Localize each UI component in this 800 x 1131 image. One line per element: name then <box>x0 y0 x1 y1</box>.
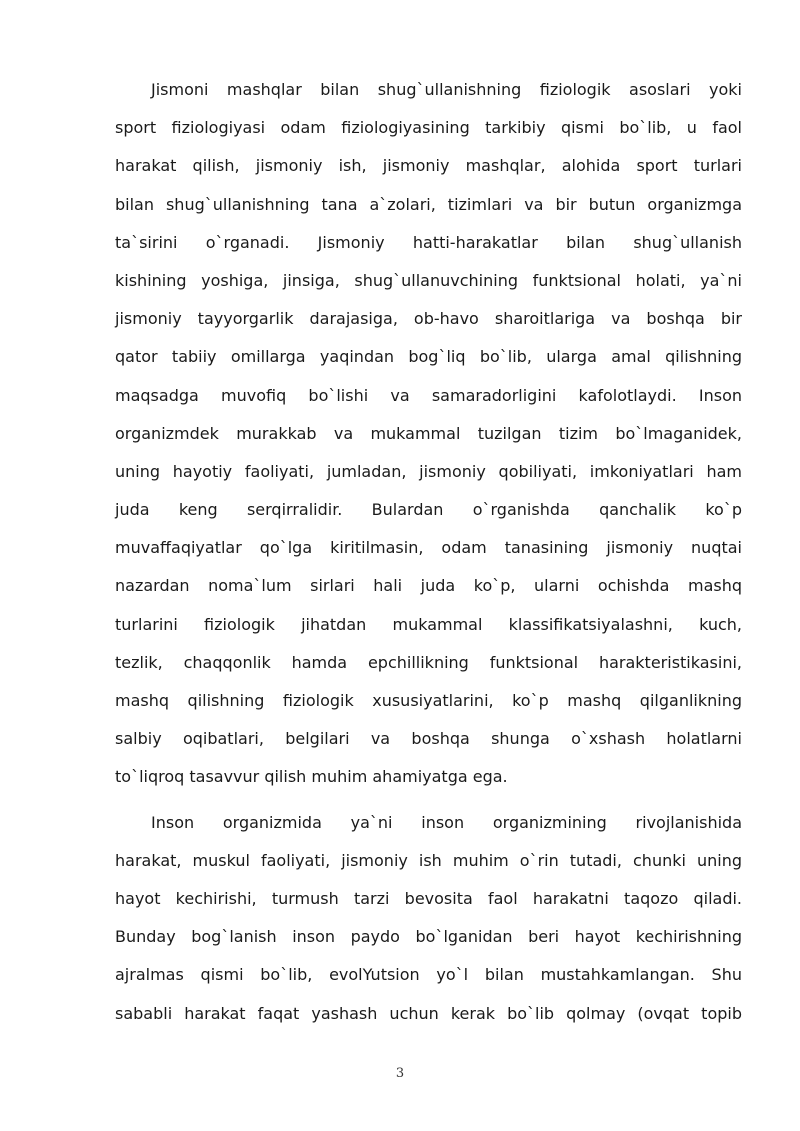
paragraph-2 <box>115 804 742 1033</box>
text-line: uning hayotiy faoliyati, jumladan, jismoniy qobiliyati, imkoniyatlari ham <box>115 461 742 481</box>
text-line: harakat qilish, jismoniy ish, jismoniy mashqlar, alohida sport turlari <box>115 156 742 176</box>
text-line: Jismoni mashqlar bilan shug`ullanishning fiziologik asoslari yoki <box>151 80 742 99</box>
text-line: nazardan noma`lum sirlari hali juda ko`p, ularni ochishda mashq <box>115 576 742 596</box>
text-line: sababli harakat faqat yashash uchun kerak bo`lib qolmay (ovqat topib <box>115 1003 742 1023</box>
text-line: qator tabiiy omillarga yaqindan bog`liq bo`lib, ularga amal qilishning <box>115 347 742 367</box>
text-line: muvaffaqiyatlar qo`lga kiritilmasin, odam tanasining jismoniy nuqtai <box>115 538 742 558</box>
text-line: kishining yoshiga, jinsiga, shug`ullanuvchining funktsional holati, ya`ni <box>115 270 742 290</box>
text-line: jismoniy tayyorgarlik darajasiga, ob-havo sharoitlariga va boshqa bir <box>115 309 742 329</box>
text-line: salbiy oqibatlari, belgilari va boshqa shunga o`xshash holatlarni <box>115 729 742 749</box>
text-line: turlarini fiziologik jihatdan mukammal klassifikatsiyalashni, kuch, <box>115 614 742 634</box>
text-line: to`liqroq tasavvur qilish muhim ahamiyatga ega. <box>115 767 508 787</box>
text-line: juda keng serqirralidir. Bulardan o`rganishda qanchalik ko`p <box>115 500 742 520</box>
text-line: organizmdek murakkab va mukammal tuzilgan tizim bo`lmaganidek, <box>115 423 742 443</box>
text-line: mashq qilishning fiziologik xususiyatlarini, ko`p mashq qilganlikning <box>115 691 742 710</box>
text-line: maqsadga muvofiq bo`lishi va samaradorligini kafolotlaydi. Inson <box>115 385 742 405</box>
text-line: ajralmas qismi bo`lib, evolYutsion yo`l bilan mustahkamlangan. Shu <box>115 965 742 985</box>
paragraph-spacing <box>115 797 742 804</box>
text-line: harakat, muskul faoliyati, jismoniy ish muhim o`rin tutadi, chunki uning <box>115 850 742 870</box>
body-text <box>115 71 742 1033</box>
text-line: tezlik, chaqqonlik hamda epchillikning funktsional harakteristikasini, <box>115 652 742 672</box>
text-line: sport fiziologiyasi odam fiziologiyasining tarkibiy qismi bo`lib, u faol <box>115 118 742 138</box>
text-line: bilan shug`ullanishning tana a`zolari, tizimlari va bir butun organizmga <box>115 194 742 214</box>
text-line: Bunday bog`lanish inson paydo bo`lganidan beri hayot kechirishning <box>115 927 742 947</box>
text-line: ta`sirini o`rganadi. Jismoniy hatti-harakatlar bilan shug`ullanish <box>115 232 742 252</box>
text-line: hayot kechirishi, turmush tarzi bevosita faol harakatni taqozo qiladi. <box>115 888 742 908</box>
text-line: Inson organizmida ya`ni inson organizmining rivojlanishida <box>151 812 742 832</box>
paragraph-1 <box>115 71 742 797</box>
page-number: 3 <box>395 1066 405 1081</box>
